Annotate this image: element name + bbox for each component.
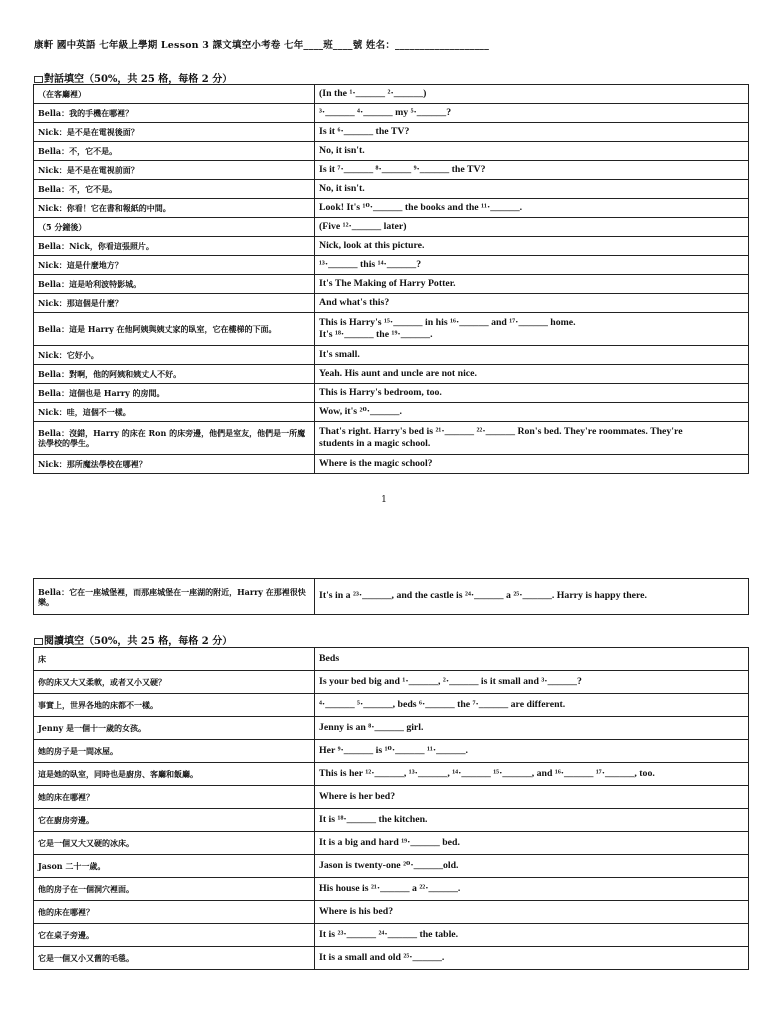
english-line: That's right. Harry's bed is ²¹·______ ²²·______ Ron's bed. They're roommates. They're [319,425,683,437]
chinese-prompt: Nick：是不是在電視前面？ [34,161,315,180]
table-row [34,947,749,970]
english-fill-blank [315,455,749,474]
english-fill-blank [315,809,749,832]
english-line: It is a small and old ²⁵·______. [319,951,445,963]
table-row [34,142,749,161]
english-line: Nick, look at this picture. [319,239,425,251]
table-row [34,809,749,832]
table-row [34,878,749,901]
english-line: This is her ¹²·______, ¹³·______, ¹⁴·______ ¹⁵·______, and ¹⁶·______ ¹⁷·______, too. [319,767,655,779]
english-fill-blank [315,671,749,694]
table-row [34,832,749,855]
chinese-prompt: Bella：我的手機在哪裡？ [34,104,315,123]
table-row [34,104,749,123]
chinese-prompt: Bella：這是哈利波特影城。 [34,275,315,294]
english-line: This is Harry's bedroom, too. [319,386,442,398]
english-line: It is ²³·______ ²⁴·______ the table. [319,928,459,940]
chinese-prompt: Nick：這是什麼地方？ [34,256,315,275]
table-row [34,901,749,924]
table-row [34,455,749,474]
page-number: 1 [381,495,387,505]
chinese-prompt: 事實上，世界各地的床都不一樣。 [34,694,315,717]
chinese-prompt: Jason 二十一歲。 [34,855,315,878]
section-title-text: 對話填空（50%，共 25 格，每格 2 分） [44,74,233,85]
english-fill-blank [315,85,749,104]
english-fill-blank [315,161,749,180]
english-line: It's small. [319,348,360,360]
section-title-reading [34,632,232,647]
english-line: Beds [319,652,340,664]
english-fill-blank [315,740,749,763]
table-row [34,218,749,237]
table-row [34,237,749,256]
table-row [34,294,749,313]
table-row [34,180,749,199]
table-row [34,346,749,365]
table-row [34,671,749,694]
chinese-prompt: Nick：它好小。 [34,346,315,365]
english-fill-blank [315,275,749,294]
chinese-prompt: （在客廳裡） [34,85,315,104]
table-row [34,199,749,218]
chinese-prompt: Bella：這個也是 Harry 的房間。 [34,384,315,403]
english-fill-blank [315,832,749,855]
english-line: (In the ¹·______ ²·______) [319,87,427,99]
english-line: It is a big and hard ¹⁹·______ bed. [319,836,460,848]
chinese-prompt: 它是一個又大又硬的冰床。 [34,832,315,855]
english-line: Yeah. His aunt and uncle are not nice. [319,367,477,379]
english-fill-blank [315,878,749,901]
chinese-prompt: 她的房子是一間冰屋。 [34,740,315,763]
english-line: ¹³·______ this ¹⁴·______? [319,258,422,270]
chinese-prompt: Nick：是不是在電視後面？ [34,123,315,142]
english-fill-blank [315,104,749,123]
chinese-prompt: 床 [34,648,315,671]
chinese-prompt: Bella：對啊，他的阿姨和姨丈人不好。 [34,365,315,384]
english-fill-blank [315,294,749,313]
chinese-prompt: 他的房子在一個洞穴裡面。 [34,878,315,901]
english-fill-blank [315,123,749,142]
table-row [34,256,749,275]
english-line: His house is ²¹·______ a ²²·______. [319,882,461,894]
section-title-dialogue [34,70,232,85]
english-fill-blank [315,199,749,218]
section-title-text: 閱讀填空（50%，共 25 格，每格 2 分） [44,636,233,647]
table-row [34,365,749,384]
table-row [34,763,749,786]
chinese-prompt: Nick：哇，這個不一樣。 [34,403,315,422]
english-fill-blank [315,218,749,237]
english-fill-blank [315,786,749,809]
english-fill-blank [315,763,749,786]
chinese-prompt: Bella：這是 Harry 在他阿姨與姨丈家的臥室，它在樓梯的下面。 [34,313,315,346]
table-row [34,694,749,717]
english-fill-blank [315,237,749,256]
english-line: It's in a ²³·______, and the castle is ²⁴·______ a ²⁵·______. Harry is happy there. [319,590,647,602]
chinese-prompt: Bella：它在一座城堡裡，而那座城堡在一座湖的附近，Harry 在那裡很快樂。 [34,579,315,615]
english-fill-blank [315,346,749,365]
chinese-prompt: Nick：你看！它在書和報紙的中間。 [34,199,315,218]
reading-table [33,647,749,970]
english-fill-blank [315,947,749,970]
english-line: ³·______ ⁴·______ my ⁵·______? [319,106,452,118]
english-fill-blank [315,384,749,403]
english-fill-blank [315,313,749,346]
english-line: And what's this? [319,296,390,308]
table-row [34,85,749,104]
chinese-prompt: Bella：沒錯，Harry 的床在 Ron 的床旁邊，他們是室友，他們是一所魔法學校的學生。 [34,422,315,455]
english-line: Jason is twenty-one ²⁰·______old. [319,859,459,871]
chinese-prompt: 它在桌子旁邊。 [34,924,315,947]
english-line: Her ⁹·______ is ¹⁰·______ ¹¹·______. [319,744,468,756]
table-row [34,422,749,455]
english-line: (Five ¹²·______ later) [319,220,407,232]
english-fill-blank [315,142,749,161]
english-fill-blank [315,403,749,422]
english-fill-blank [315,855,749,878]
dialogue-table-continued [33,578,749,615]
english-line: Is your bed big and ¹·______, ²·______ is it small and ³·______? [319,675,582,687]
english-line: Is it ⁶·______ the TV? [319,125,410,137]
english-fill-blank [315,694,749,717]
english-line: It's ¹⁸·______ the ¹⁹·______. [319,329,433,340]
chinese-prompt: 它是一個又小又舊的毛毯。 [34,947,315,970]
english-line: Where is the magic school? [319,457,433,469]
english-line: students in a magic school. [319,438,431,449]
table-row [34,579,749,615]
english-fill-blank [315,579,749,615]
chinese-prompt: （5 分鐘後） [34,218,315,237]
chinese-prompt: 它在廚房旁邊。 [34,809,315,832]
table-row [34,123,749,142]
table-row [34,275,749,294]
english-line: No, it isn't. [319,182,365,194]
chinese-prompt: 他的床在哪裡？ [34,901,315,924]
checkbox-icon [34,76,43,83]
english-line: It's The Making of Harry Potter. [319,277,456,289]
table-row [34,855,749,878]
table-row [34,313,749,346]
table-row [34,403,749,422]
english-line: Jenny is an ⁸·______ girl. [319,721,424,733]
english-fill-blank [315,180,749,199]
dialogue-table [33,84,749,474]
english-line: Is it ⁷·______ ⁸·______ ⁹·______ the TV? [319,163,486,175]
english-line: No, it isn't. [319,144,365,156]
table-row [34,924,749,947]
english-fill-blank [315,924,749,947]
chinese-prompt: 你的床又大又柔軟，或者又小又硬？ [34,671,315,694]
english-fill-blank [315,901,749,924]
chinese-prompt: Nick：那這個是什麼？ [34,294,315,313]
english-line: Wow, it's ²⁰·______. [319,405,402,417]
chinese-prompt: Bella：不，它不是。 [34,142,315,161]
table-row [34,717,749,740]
english-fill-blank [315,365,749,384]
table-row [34,384,749,403]
table-row [34,648,749,671]
english-line: Where is her bed? [319,790,396,802]
table-row [34,740,749,763]
checkbox-icon [34,638,43,645]
english-line: Where is his bed? [319,905,394,917]
chinese-prompt: Jenny 是一個十一歲的女孩。 [34,717,315,740]
english-line: This is Harry's ¹⁵·______ in his ¹⁶·______ and ¹⁷·______ home. [319,316,576,328]
chinese-prompt: Nick：那所魔法學校在哪裡？ [34,455,315,474]
english-fill-blank [315,648,749,671]
english-fill-blank [315,422,749,455]
worksheet-header: 康軒 國中英語 七年級上學期 Lesson 3 課文填空小考卷 七年____班____號 姓名：___________________ [34,40,490,51]
table-row [34,161,749,180]
chinese-prompt: 這是她的臥室，同時也是廚房、客廳和飯廳。 [34,763,315,786]
english-line: It is ¹⁸·______ the kitchen. [319,813,428,825]
english-fill-blank [315,717,749,740]
chinese-prompt: 她的床在哪裡？ [34,786,315,809]
english-line: ⁴·______ ⁵·______, beds ⁶·______ the ⁷·______ are different. [319,698,566,710]
english-fill-blank [315,256,749,275]
english-line: Look! It's ¹⁰·______ the books and the ¹¹·______. [319,201,523,213]
chinese-prompt: Bella：Nick，你看這張照片。 [34,237,315,256]
table-row [34,786,749,809]
chinese-prompt: Bella：不，它不是。 [34,180,315,199]
